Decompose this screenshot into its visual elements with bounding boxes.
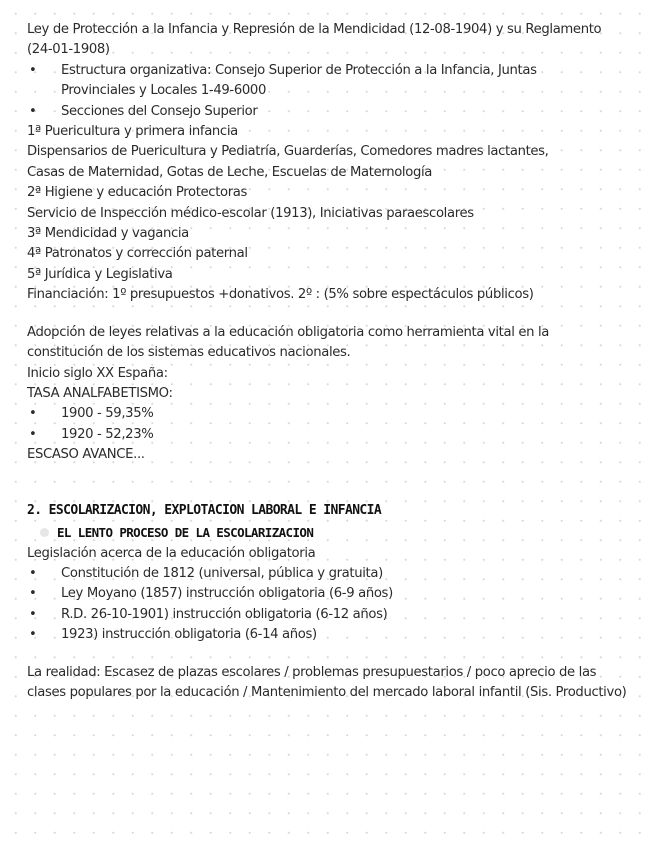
bullet-dot-icon: [40, 528, 49, 537]
bullet-icon: •: [29, 606, 37, 622]
text-line: 2ª Higiene y educación Protectoras: [27, 185, 248, 201]
law-title: Ley de Protección a la Infancia y Represión de la Mendicidad (12-08-1904) y su Reglamento (24-01-1908): [27, 22, 602, 58]
list-item-text: Ley Moyano (1857) instrucción obligatoria (6-9 años): [61, 586, 393, 602]
spacer: [27, 466, 644, 500]
text-line: TASA ANALFABETISMO:: [27, 385, 173, 401]
section-heading: 2. ESCOLARIZACION, EXPLOTACION LABORAL E INFANCIA: [27, 502, 382, 518]
text-line: ESCASO AVANCE...: [27, 447, 145, 463]
section-subheading: [27, 522, 644, 544]
text-line: 4ª Patronatos y corrección paternal: [27, 246, 248, 262]
list-item: [27, 625, 644, 645]
text-line: Inicio siglo XX España:: [27, 365, 168, 381]
bullet-icon: •: [29, 586, 37, 602]
paragraph: Adopción de leyes relativas a la educación obligatoria como herramienta vital en la constitución de los sistemas educativos nacionales.: [27, 324, 550, 361]
list-item: [27, 61, 644, 102]
list-item-text: 1923) instrucción obligatoria (6-14 años): [61, 627, 317, 643]
bullet-icon: •: [29, 406, 37, 422]
paragraph: La realidad: Escasez de plazas escolares / problemas presupuestarios / poco aprecio de las clases populares por la educación / Mantenimiento del mercado laboral infantil (Sis. Productivo): [27, 664, 627, 700]
text-line: 5ª Jurídica y Legislativa: [27, 266, 173, 282]
bullet-icon: •: [29, 62, 37, 78]
list-item: [27, 404, 644, 424]
list-item-text: Estructura organizativa: Consejo Superior de Protección a la Infancia, Juntas Provinciales y Locales 1-49-6000: [61, 62, 537, 99]
list-item: [27, 584, 644, 604]
bullet-icon: •: [29, 627, 37, 643]
text-line: Legislación acerca de la educación obligatoria: [27, 545, 316, 561]
text-line: 3ª Mendicidad y vagancia: [27, 226, 189, 242]
list-item-text: Secciones del Consejo Superior: [61, 103, 258, 119]
bullet-icon: •: [29, 103, 37, 119]
bullet-icon: •: [29, 565, 37, 581]
text-line: Financiación: 1º presupuestos +donativos. 2º : (5% sobre espectáculos públicos): [27, 287, 534, 303]
text-line: Servicio de Inspección médico-escolar (1913), Iniciativas paraescolares: [27, 205, 474, 221]
list-item-text: 1920 - 52,23%: [61, 426, 154, 442]
list-item: [27, 605, 644, 625]
list-item-text: Constitución de 1812 (universal, pública y gratuita): [61, 565, 383, 581]
bullet-icon: •: [29, 426, 37, 442]
subheading-text: EL LENTO PROCESO DE LA ESCOLARIZACION: [57, 524, 314, 540]
text-line: Dispensarios de Puericultura y Pediatría, Guarderías, Comedores madres lactantes, Casas de Maternidad, Gotas de Leche, Escuelas de Maternología: [27, 144, 549, 180]
list-item-text: 1900 - 59,35%: [61, 406, 154, 422]
spacer: [27, 306, 644, 323]
list-item: [27, 102, 644, 122]
list-item: [27, 425, 644, 445]
spacer: [27, 646, 644, 663]
list-item: [27, 564, 644, 584]
text-line: 1ª Puericultura y primera infancia: [27, 124, 238, 140]
list-item-text: R.D. 26-10-1901) instrucción obligatoria (6-12 años): [61, 606, 388, 622]
